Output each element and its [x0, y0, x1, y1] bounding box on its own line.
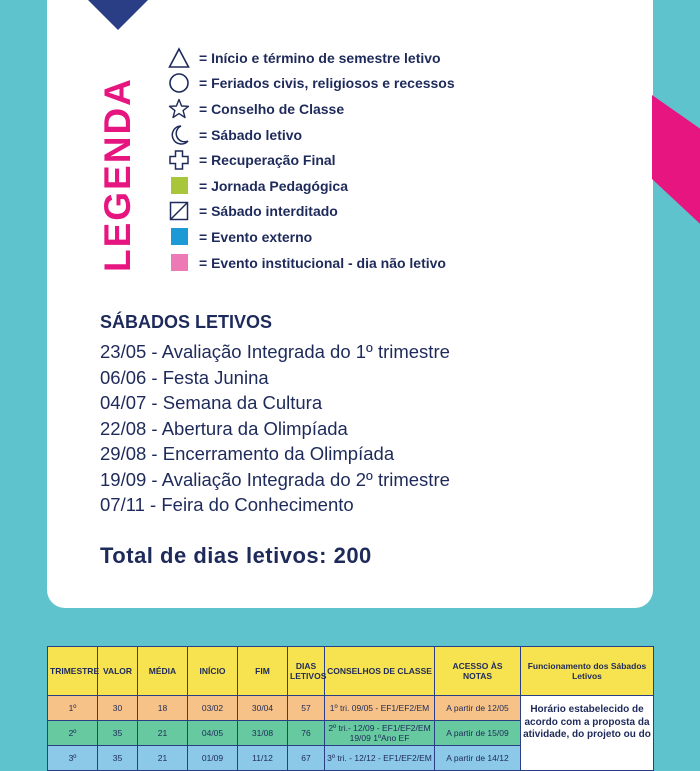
table-cell: 18 [138, 696, 188, 721]
triangle-icon [167, 46, 191, 70]
legend-item [167, 224, 455, 250]
trimester-table [47, 646, 654, 771]
header-cell: INÍCIO [188, 647, 238, 696]
header-cell: VALOR [98, 647, 138, 696]
table-cell: 3º [48, 746, 98, 771]
legend-item [167, 96, 455, 122]
table-cell: A partir de 12/05 [435, 696, 521, 721]
table-cell: A partir de 14/12 [435, 746, 521, 771]
sabado-item: 23/05 - Avaliação Integrada do 1º trimestre [100, 341, 450, 362]
table-cell: 21 [138, 721, 188, 746]
sabado-item: 29/08 - Encerramento da Olimpíada [100, 443, 395, 464]
table-cell: 30 [98, 696, 138, 721]
legend-text: = Conselho de Classe [199, 100, 345, 117]
blue-square-icon [167, 225, 191, 249]
legend-item [167, 122, 455, 148]
header-cell: ACESSO ÀS NOTAS [435, 647, 521, 696]
moon-icon [167, 123, 191, 147]
table-cell: 1º tri. 09/05 - EF1/EF2/EM [325, 696, 435, 721]
table-cell: A partir de 15/09 [435, 721, 521, 746]
star-icon [167, 97, 191, 121]
total-dias-letivos: Total de dias letivos: 200 [100, 543, 372, 568]
table-cell: 2º tri.- 12/09 - EF1/EF2/EM 19/09 1ºAno EF [325, 721, 435, 746]
sabado-item: 07/11 - Feira do Conhecimento [100, 494, 354, 515]
crossed-square-icon [167, 199, 191, 223]
legend-text: = Recuperação Final [199, 152, 336, 169]
table-cell: 21 [138, 746, 188, 771]
legend-text: = Sábado interditado [199, 203, 338, 220]
table-cell: 03/02 [188, 696, 238, 721]
header-cell: CONSELHOS DE CLASSE [325, 647, 435, 696]
table-cell: 11/12 [238, 746, 288, 771]
table-cell: 31/08 [238, 721, 288, 746]
table-cell: 67 [288, 746, 325, 771]
corner-triangle-decoration [88, 0, 148, 30]
legend-item [167, 147, 455, 173]
legend-text: = Sábado letivo [199, 126, 303, 143]
legend-item [167, 199, 455, 225]
funcionamento-cell: Horário estabelecido de acordo com a proposta da atividade, do projeto ou do [521, 696, 654, 771]
legend-list [167, 45, 455, 275]
sabado-item: 04/07 - Semana da Cultura [100, 392, 323, 413]
legend-item [167, 45, 455, 71]
sabados-title: SÁBADOS LETIVOS [100, 312, 273, 332]
legend-text: = Evento institucional - dia não letivo [199, 254, 446, 271]
circle-icon [167, 71, 191, 95]
table-cell: 35 [98, 721, 138, 746]
green-square-icon [167, 174, 191, 198]
sabado-item: 22/08 - Abertura da Olimpíada [100, 417, 348, 439]
cross-icon [167, 148, 191, 172]
table-cell: 76 [288, 721, 325, 746]
legend-item [167, 250, 455, 276]
legend-text: = Jornada Pedagógica [199, 177, 348, 194]
legend-text: = Feriados civis, religiosos e recessos [199, 75, 455, 92]
legend-text: = Início e término de semestre letivo [199, 49, 441, 66]
table-cell: 2º [48, 721, 98, 746]
header-cell: Funcionamento dos Sábados Letivos [521, 647, 654, 696]
table-cell: 57 [288, 696, 325, 721]
table-cell: 04/05 [188, 721, 238, 746]
header-cell: DIAS LETIVOS [288, 647, 325, 696]
sabados-letivos-section [100, 312, 450, 518]
pink-decoration [652, 95, 700, 235]
table-cell: 1º [48, 696, 98, 721]
table-cell: 01/09 [188, 746, 238, 771]
header-cell: FIM [238, 647, 288, 696]
pink-square-icon [167, 251, 191, 275]
legend-item [167, 173, 455, 199]
table-header-row [48, 647, 654, 696]
header-cell: TRIMESTRE [48, 647, 98, 696]
table-row [48, 696, 654, 721]
sabado-item: 06/06 - Festa Junina [100, 366, 269, 388]
legend-item [167, 71, 455, 97]
table-cell: 3º tri. - 12/12 - EF1/EF2/EM [325, 746, 435, 771]
legend-text: = Evento externo [199, 228, 313, 245]
header-cell: MÉDIA [138, 647, 188, 696]
legend-title: LEGENDA [97, 77, 138, 272]
table-cell: 35 [98, 746, 138, 771]
table-cell: 30/04 [238, 696, 288, 721]
sabado-item: 19/09 - Avaliação Integrada do 2º trimestre [100, 468, 450, 490]
